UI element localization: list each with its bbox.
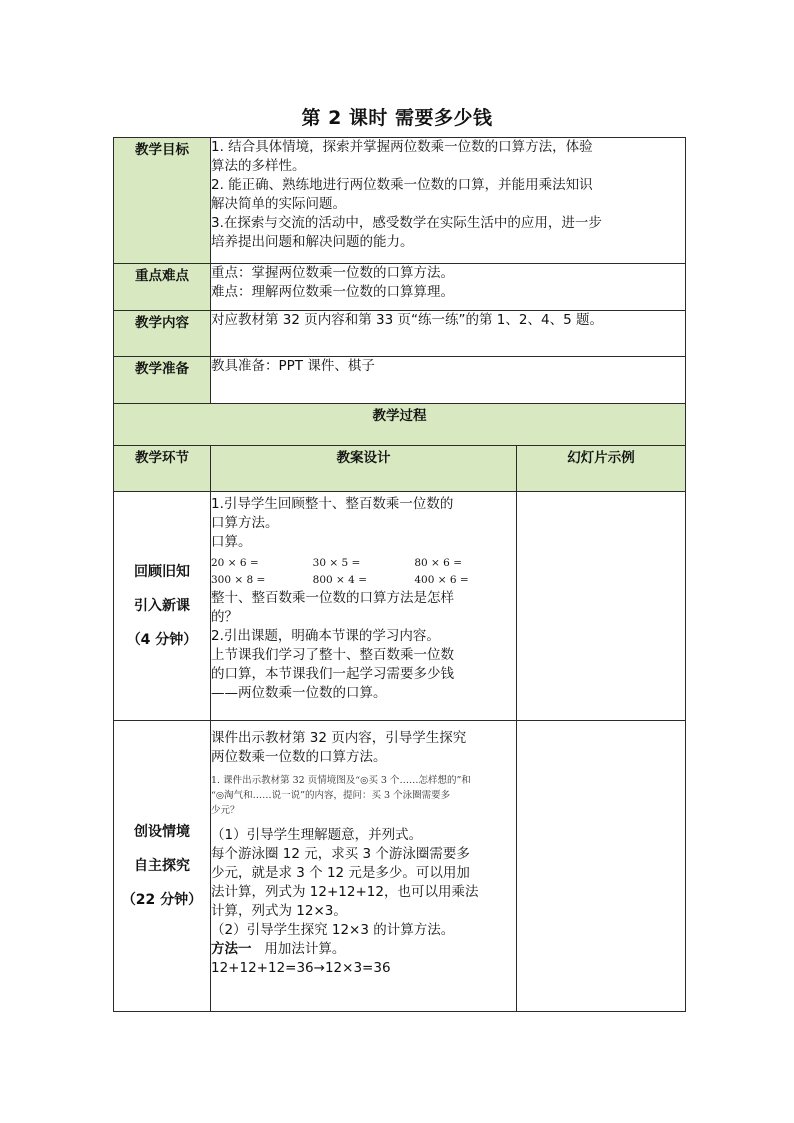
col-stage-header: 教学环节 (114, 446, 211, 492)
method-text: 用加法计算。 (264, 941, 346, 957)
preparation-label: 教学准备 (114, 357, 211, 404)
stage2-line: （2）引导学生探究 12×3 的计算方法。 (211, 922, 455, 938)
content-text: 对应教材第 32 页内容和第 33 页“练一练”的第 1、2、4、5 题。 (211, 311, 686, 357)
stage1-name1: 回顾旧知 (134, 564, 190, 580)
column-header-row (114, 446, 686, 492)
calc-item: 30 × 5 = (312, 557, 361, 569)
stage1-row (114, 492, 686, 721)
stage2-name1: 创设情境 (134, 824, 190, 840)
objectives-row (114, 138, 686, 264)
stage2-line: 少元，就是求 3 个 12 元是多少。可以用加 (211, 865, 470, 881)
calc-item: 20 × 6 = (211, 557, 259, 569)
textbook-note (211, 773, 516, 818)
stage1-line: 整十、整百数乘一位数的口算方法是怎样 (211, 590, 454, 606)
stage2-name2: 自主探究 (134, 858, 190, 874)
calc-item: 80 × 6 = (414, 557, 462, 569)
stage2-line: 两位数乘一位数的口算方法。 (211, 749, 387, 765)
objective-line: 2. 能正确、熟练地进行两位数乘一位数的口算，并能用乘法知识 (211, 177, 593, 193)
process-header-row (114, 404, 686, 446)
stage1-line: 2.引出课题，明确本节课的学习内容。 (211, 628, 440, 644)
stage2-line: （1）引导学生理解题意，并列式。 (211, 827, 423, 843)
equation-line: 12+12+12=36→12×3=36 (211, 960, 391, 976)
stage1-time: （4 分钟） (126, 632, 198, 648)
calc-item: 800 × 4 = (312, 574, 368, 586)
stage2-design (211, 721, 517, 1012)
objective-line: 1. 结合具体情境，探索并掌握两位数乘一位数的口算方法，体验 (211, 139, 593, 155)
note-line: 少元？ (211, 805, 240, 816)
keypoint-line: 难点：理解两位数乘一位数的口算算理。 (211, 284, 454, 300)
preparation-row (114, 357, 686, 404)
stage2-line: 计算，列式为 12×3。 (211, 903, 347, 919)
objective-line: 培养提出问题和解决问题的能力。 (211, 234, 414, 250)
objectives-label: 教学目标 (114, 138, 211, 264)
stage1-line: 上节课我们学习了整十、整百数乘一位数 (211, 647, 454, 663)
col-slides-header: 幻灯片示例 (517, 446, 686, 492)
stage1-line: 1.引导学生回顾整十、整百数乘一位数的 (211, 496, 454, 512)
stage2-label (114, 721, 211, 1012)
process-header: 教学过程 (114, 404, 686, 446)
objective-line: 解决简单的实际问题。 (211, 196, 346, 212)
objective-line: 3.在探索与交流的活动中，感受数学在实际生活中的应用，进一步 (211, 215, 602, 231)
stage1-line: ——两位数乘一位数的口算。 (211, 685, 387, 701)
objectives-content (211, 138, 686, 264)
stage2-line: 每个游泳圈 12 元，求买 3 个游泳圈需要多 (211, 846, 470, 862)
stage1-line: 口算。 (211, 534, 252, 550)
stage1-line: 口算方法。 (211, 515, 279, 531)
keypoint-line: 重点：掌握两位数乘一位数的口算方法。 (211, 265, 454, 281)
calc-row-1 (211, 555, 516, 572)
keypoints-row (114, 264, 686, 311)
note-line: 1. 课件出示教材第 32 页情境图及“◎买 3 个……怎样想的”和 (211, 775, 471, 786)
stage1-slides (517, 492, 686, 721)
method-label: 方法一 (211, 941, 252, 957)
objective-line: 算法的多样性。 (211, 158, 306, 174)
stage2-row (114, 721, 686, 1012)
stage1-label (114, 492, 211, 721)
lesson-plan-table (113, 137, 686, 1012)
stage1-line: 的口算，本节课我们一起学习需要多少钱 (211, 666, 454, 682)
keypoints-label: 重点难点 (114, 264, 211, 311)
stage1-name2: 引入新课 (134, 598, 190, 614)
content-label: 教学内容 (114, 311, 211, 357)
stage2-slides (517, 721, 686, 1012)
content-row (114, 311, 686, 357)
calc-row-2 (211, 572, 516, 589)
calc-item: 400 × 6 = (414, 574, 469, 586)
method-line (211, 940, 516, 959)
keypoints-content (211, 264, 686, 311)
col-design-header: 教案设计 (211, 446, 517, 492)
stage2-line: 课件出示教材第 32 页内容，引导学生探究 (211, 730, 467, 746)
page-title: 第 2 课时 需要多少钱 (301, 107, 493, 129)
preparation-text: 教具准备：PPT 课件、棋子 (211, 357, 686, 404)
note-line: “◎淘气和……说一说”的内容，提问：买 3 个泳圈需要多 (211, 790, 451, 801)
calc-item: 300 × 8 = (211, 574, 266, 586)
stage2-line: 法计算，列式为 12+12+12，也可以用乘法 (211, 884, 479, 900)
stage1-line: 的？ (211, 609, 238, 625)
stage2-time: （22 分钟） (121, 892, 203, 908)
stage1-design (211, 492, 517, 721)
